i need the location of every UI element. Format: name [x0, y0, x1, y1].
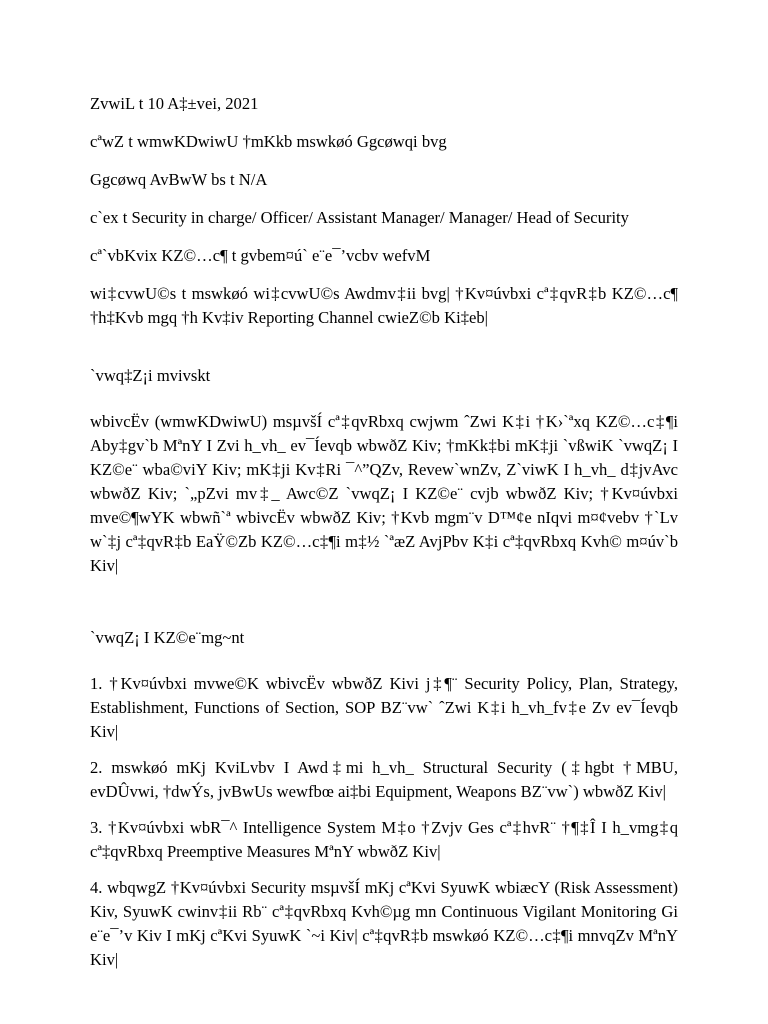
duty-item: 4. wbqwgZ †Kv¤úvbxi Security msµvšÍ mKj cªKvi SyuwK wbiæcY (Risk Assessment) Kiv, SyuwK cwinv‡ii Rb¨ cª‡qvRbxq Kvh©µg mn Continuous Vigilant Monitoring Gi e¨e¯’v Kiv I mKj cªKvi SyuwK `~i Kiv| cª‡qvR‡b mswkøó KZ©…c‡¶i mnvqZv MªnY Kiv| [90, 878, 678, 969]
date-line: ZvwiL t 10 A‡±vei, 2021 [90, 94, 259, 113]
summary-paragraph: wbivcËv (wmwKDwiwU) msµvšÍ cª‡qvRbxq cwjwm ˆZwi K‡i †K›`ªxq KZ©…c‡¶i Aby‡gv`b MªnY I Zvi h_vh_ ev¯Íevqb wbwðZ Kiv; †mKk‡bi mK‡ji `vßwiK `vwqZ¡ I KZ©e¨ wba©viY Kiv; mK‡ji Kv‡Ri ¯^”QZv, Revew`wnZv, Z`viwK I h_vh_ d‡jvAvc wbwðZ Kiv; `„pZvi mv‡_ Awc©Z `vwqZ¡ I KZ©e¨ cvjb wbwðZ Kiv; †Kv¤úvbxi mve©¶wYK wbwñ`ª wbivcËv wbwðZ Kiv; †Kvb mgm¨v D™¢e nIqvi m¤¢vebv †`Lv w`‡j cª‡qvR‡b EaŸ©Zb KZ©…c‡¶i m‡½ `ªæZ AvjPbv K‡i cª‡qvRbxq Kvh© m¤úv`b Kiv| [90, 412, 678, 575]
duties-heading: `vwqZ¡ I KZ©e¨mg~nt [90, 628, 245, 647]
issuing-authority-line: cª`vbKvix KZ©…c¶ t gvbem¤ú` e¨e¯’vcbv wefvM [90, 246, 431, 265]
employee-id-line: Ggcøwq AvBwW bs t N/A [90, 170, 268, 189]
designation-line: c`ex t Security in charge/ Officer/ Assistant Manager/ Manager/ Head of Security [90, 208, 629, 227]
reporting-line: wi‡cvwU©s t mswkøó wi‡cvwU©s Awdmv‡ii bvg| †Kv¤úvbxi cª‡qvR‡b KZ©…c¶ †h‡Kvb mgq †h Kv‡iv Reporting Channel cwieZ©b Ki‡eb| [90, 284, 678, 327]
duty-item: 2. mswkøó mKj KviLvbv I Awd‡mi h_vh_ Structural Security (‡hgbt †MBU, evDÛvwi, †dwÝs, jvBwUs wewfbœ ai‡bi Equipment, Weapons BZ¨vw`) wbwðZ Kiv| [90, 758, 678, 801]
employee-name-line: cªwZ t wmwKDwiwU †mKkb mswkøó Ggcøwqi bvg [90, 132, 447, 151]
duty-item: 1. †Kv¤úvbxi mvwe©K wbivcËv wbwðZ Kivi j‡¶¨ Security Policy, Plan, Strategy, Establishment, Functions of Section, SOP BZ¨vw` ˆZwi K‡i h_vh_fv‡e Zv ev¯Íevqb Kiv| [90, 674, 678, 741]
duty-item: 3. †Kv¤úvbxi wbR¯^ Intelligence System M‡o †Zvjv Ges cª‡hvR¨ †¶‡Î I h_vmg‡q cª‡qvRbxq Preemptive Measures MªnY wbwðZ Kiv| [90, 818, 678, 861]
summary-heading: `vwq‡Z¡i mvivskt [90, 366, 211, 385]
